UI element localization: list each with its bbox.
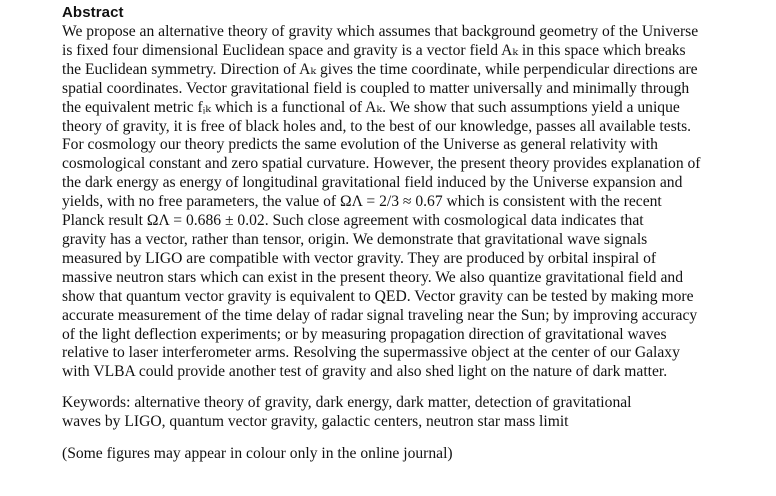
abstract-line: cosmological constant and zero spatial curvature. However, the present theory provides explanation of bbox=[62, 155, 701, 173]
abstract-line: Planck result ΩΛ = 0.686 ± 0.02. Such close agreement with cosmological data indicates that bbox=[62, 212, 644, 230]
keywords bbox=[62, 393, 762, 431]
abstract-body bbox=[62, 23, 762, 382]
abstract-line: yields, with no free parameters, the value of ΩΛ = 2/3 ≈ 0.67 which is consistent with the recent bbox=[62, 193, 662, 211]
abstract-line: the dark energy as energy of longitudinal gravitational field induced by the Universe expansion and bbox=[62, 174, 683, 192]
paper-page bbox=[62, 4, 762, 463]
abstract-line: relative to laser interferometer arms. Resolving the supermassive object at the center of our Galaxy bbox=[62, 344, 680, 362]
abstract-line: is fixed four dimensional Euclidean space and gravity is a vector field Aₖ in this space which breaks bbox=[62, 41, 686, 59]
abstract-line: spatial coordinates. Vector gravitational field is coupled to matter universally and minimally through bbox=[62, 79, 690, 97]
abstract-line: We propose an alternative theory of gravity which assumes that background geometry of the Universe bbox=[62, 23, 699, 40]
abstract-line: measured by LIGO are compatible with vector gravity. They are produced by orbital inspiral of bbox=[62, 249, 657, 267]
keywords-line: waves by LIGO, quantum vector gravity, galactic centers, neutron star mass limit bbox=[62, 413, 569, 431]
abstract-line: For cosmology our theory predicts the same evolution of the Universe as general relativity with bbox=[62, 136, 658, 154]
abstract-line: of the light deflection experiments; or by measuring propagation direction of gravitational waves bbox=[62, 325, 667, 343]
abstract-line: accurate measurement of the time delay of radar signal traveling near the Sun; by improving accuracy bbox=[62, 306, 698, 324]
keywords-line: Keywords: alternative theory of gravity, dark energy, dark matter, detection of gravitational bbox=[62, 394, 632, 412]
abstract-line: gravity has a vector, rather than tensor, origin. We demonstrate that gravitational wave signals bbox=[62, 230, 648, 248]
abstract-line: massive neutron stars which can exist in the present theory. We also quantize gravitational field and bbox=[62, 268, 684, 286]
abstract-line: theory of gravity, it is free of black holes and, to the best of our knowledge, passes all available tests. bbox=[62, 117, 692, 135]
abstract-line: with VLBA could provide another test of gravity and also shed light on the nature of dark matter. bbox=[62, 363, 668, 381]
abstract-line: the Euclidean symmetry. Direction of Aₖ gives the time coordinate, while perpendicular directions are bbox=[62, 60, 698, 78]
abstract-line: show that quantum vector gravity is equivalent to QED. Vector gravity can be tested by making more bbox=[62, 287, 694, 305]
colour-note: (Some figures may appear in colour only in the online journal) bbox=[62, 445, 453, 463]
abstract-line: the equivalent metric fᵢₖ which is a functional of Aₖ. We show that such assumptions yield a unique bbox=[62, 98, 680, 116]
abstract-heading: Abstract bbox=[62, 4, 124, 21]
